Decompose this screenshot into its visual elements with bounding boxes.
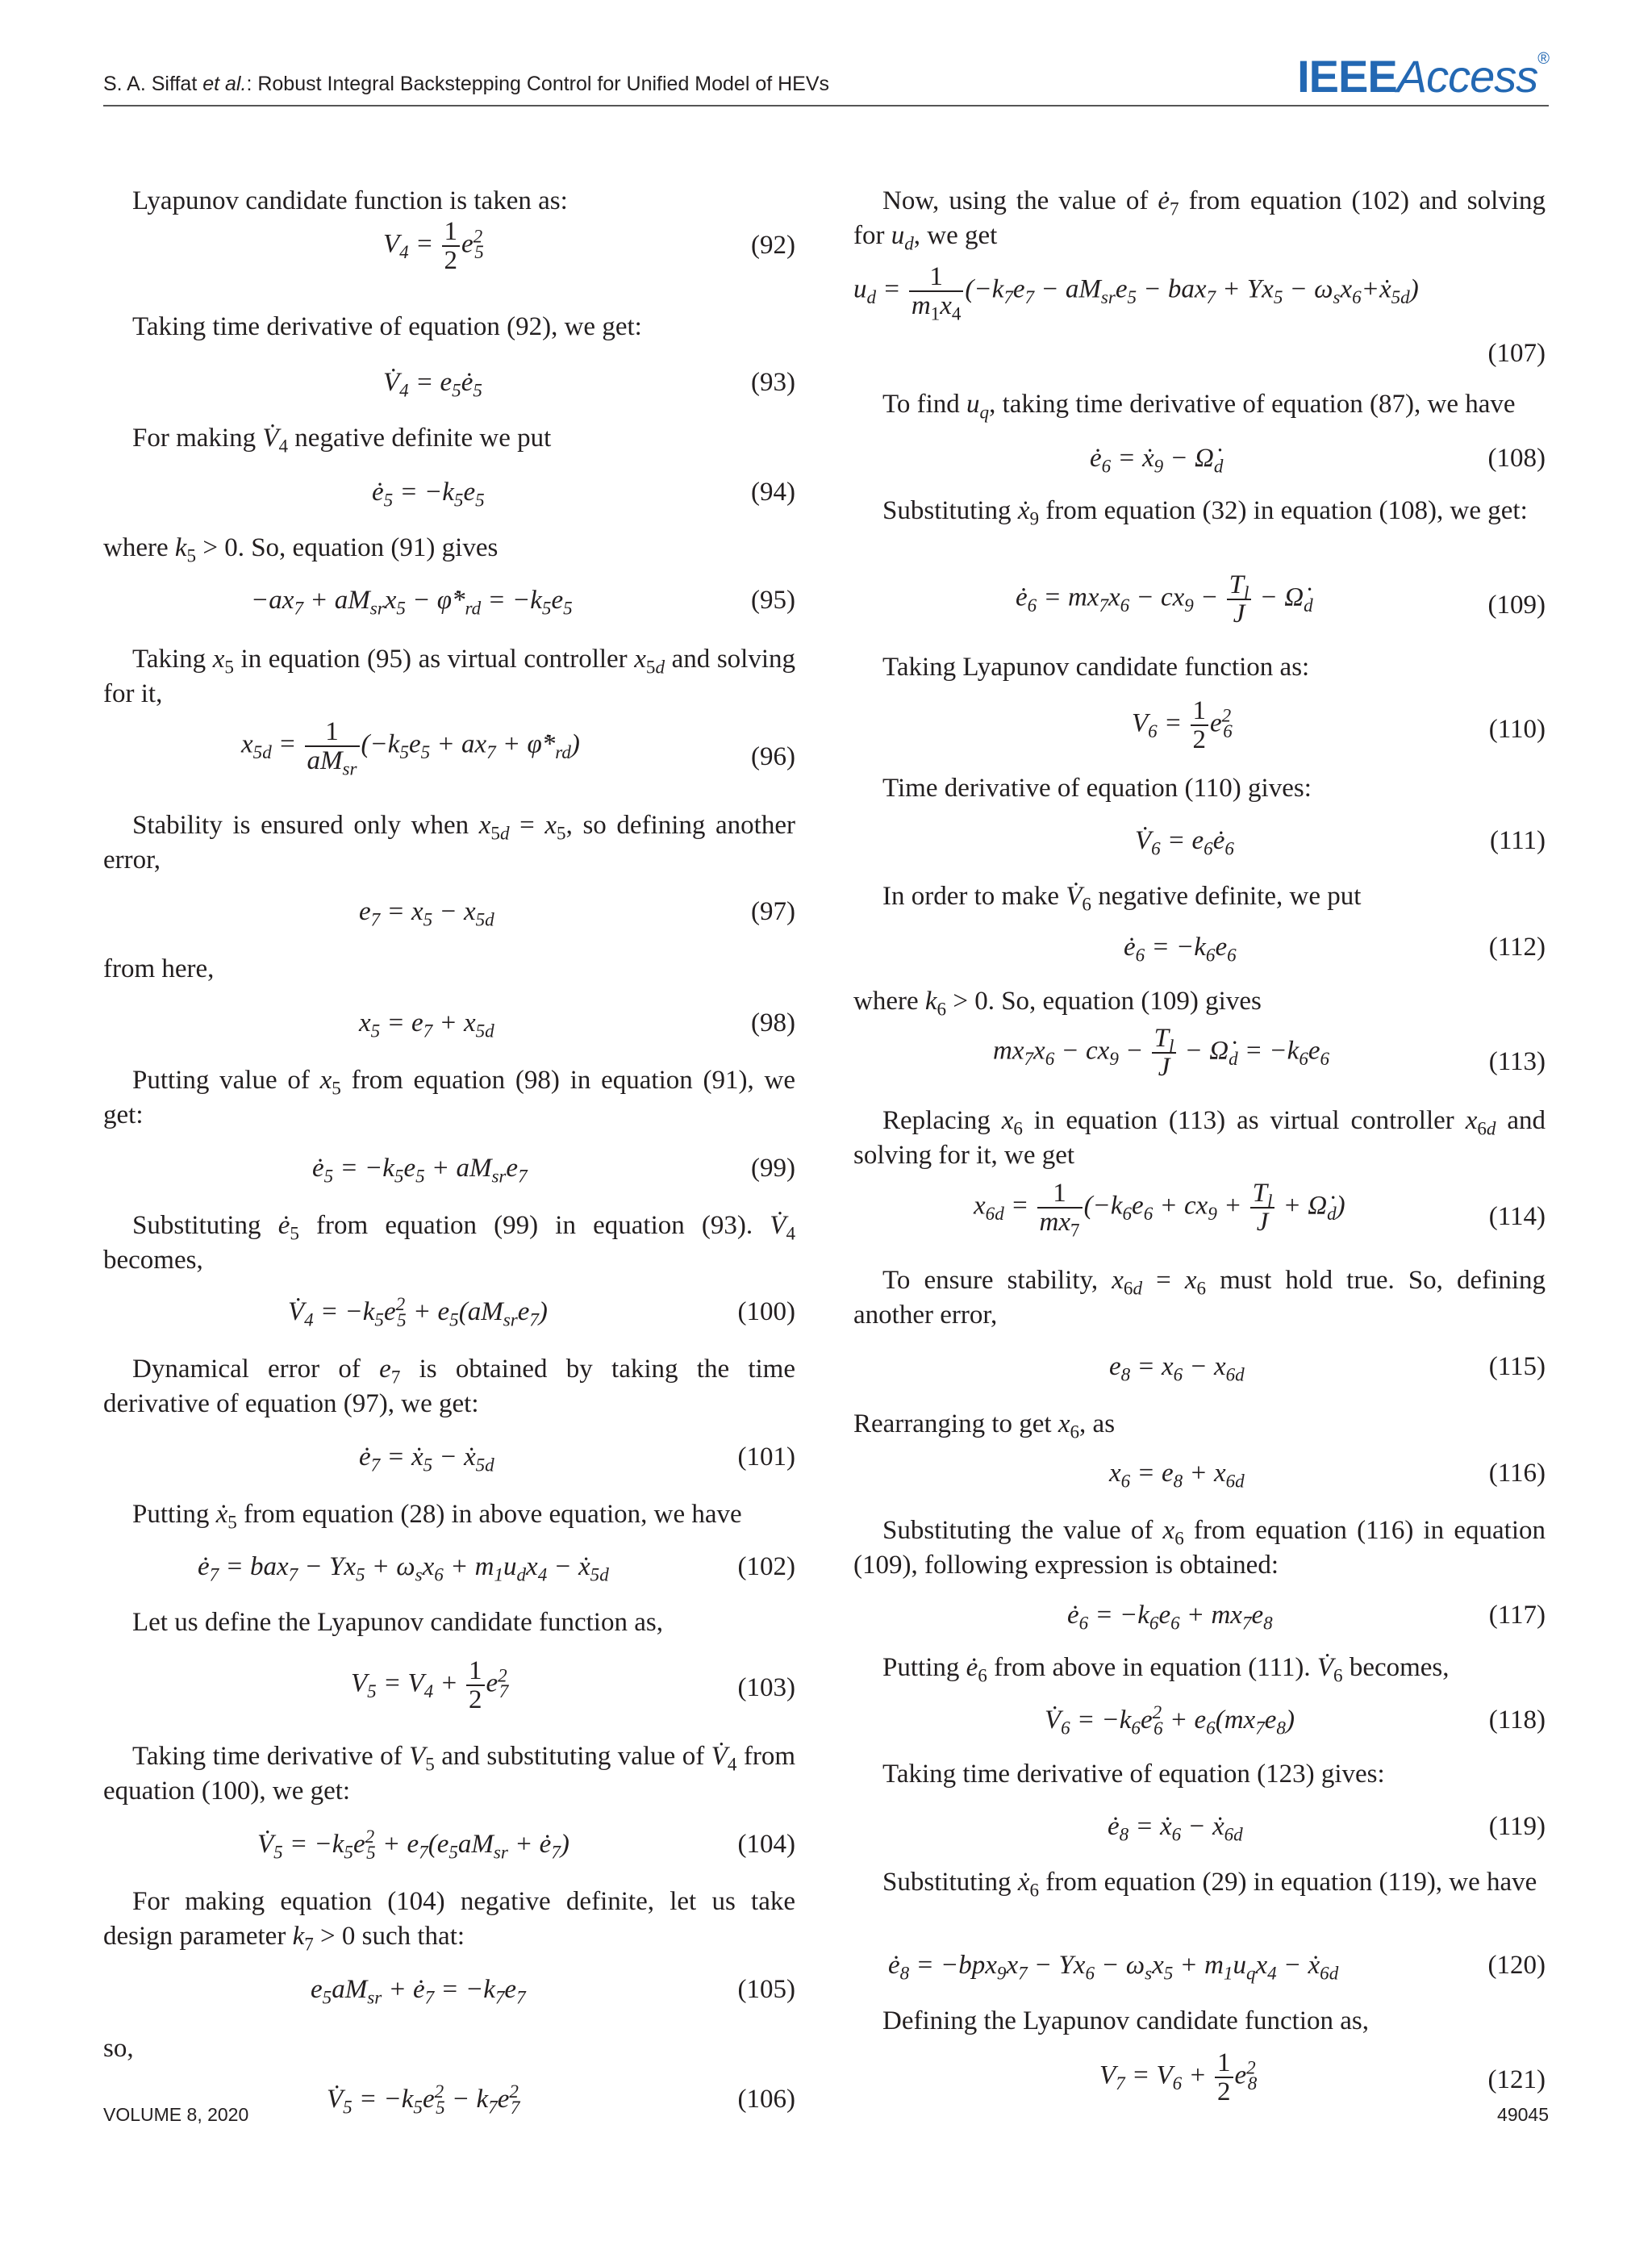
equation-109: $ė_6 = mx_7x_6 - cx_9$ − $\frac{T_l}{J}$ − $\Omegȧ_d$ (109) bbox=[1016, 570, 1546, 628]
equation-96: $x_{5d}$ = $\frac{1}{aM_{sr}}$ ($-k_5e_5 + ax_7$ + $\varphi̇*_{rd}$) (96) bbox=[241, 717, 795, 779]
footer-page-number: 49045 bbox=[1497, 2104, 1549, 2125]
equation-107: $u_d$ = $\frac{1}{m_1x_4}$ ($-k_7e_7 - aM_{sr}e_5 - bax_7 + \Upsilon x_5$ − $\omega_sx_6+ẋ_{5d}$) (107) bbox=[853, 262, 1546, 368]
logo-ieee: IEEE bbox=[1297, 51, 1397, 102]
paragraph: Dynamical error of $e_7$ is obtained by taking the time derivative of equation (97), we get: bbox=[103, 1355, 795, 1418]
paragraph: Rearranging to get $x_6$, as bbox=[853, 1409, 1116, 1442]
equation-110: $V_6$ = $\frac{1}{2}$ $e^2_6$ (110) bbox=[1132, 696, 1546, 754]
paragraph: Putting value of $x_5$ from equation (98) in equation (91), we get: bbox=[103, 1066, 796, 1129]
equation-92: $V_4$ = $\frac{1}{2}$ $e^2_5$ (92) bbox=[383, 217, 795, 275]
logo-access: Access bbox=[1396, 51, 1538, 102]
paragraph: Taking time derivative of $V_5$ and substituting value of $V̇_4$ from equation (100), we get: bbox=[103, 1742, 795, 1806]
ieee-access-logo: IEEEAccess® bbox=[1297, 50, 1549, 102]
paragraph: Taking $x_5$ in equation (95) as virtual controller $x_{5d}$ and solving for it, bbox=[103, 645, 796, 708]
equation-113: $mx_7x_6 - cx_9$ − $\frac{T_l}{J}$ − $\Omegȧ_d = -k_6e_6$ (113) bbox=[993, 1024, 1546, 1082]
equation-number: (92) bbox=[751, 231, 795, 260]
equation-114: $x_{6d}$ = $\frac{1}{mx_7}$ ($-k_6e_6 + cx_9$ + $\frac{T_l}{J}$ + $\Omegȧ_d$) (114) bbox=[974, 1179, 1546, 1241]
header-etal: et al. bbox=[202, 73, 247, 95]
paragraph: Taking time derivative of equation (123) gives: bbox=[882, 1760, 1385, 1789]
paragraph: In order to make $V̇_6$ negative definite, we put bbox=[882, 882, 1362, 915]
paragraph: Substituting the value of $x_6$ from equation (116) in equation (109), following expression is obtained: bbox=[853, 1516, 1546, 1580]
paragraph: Replacing $x_6$ in equation (113) as virtual controller $x_{6d}$ and solving for it, we get bbox=[853, 1106, 1546, 1170]
right-column: Now, using the value of $ė_7$ from equation (102) and solving for $u_d$, we get $u_d$ = $\frac{1}{m_1x_4}$ ($-k_7e_7 - aM_{sr}e_5 - bax_7 + \Upsilon x_5$ − $\omega_sx_6+ẋ_{5d}$) (107) To find $u_q$, taking time derivative of equation (87), we have $ė_6$ = ẋ$_9$ − $\Omegȧ_d$ (108) Substituting ẋ$_9$ from equation (32) in equation (108), we get: $ė_6 = mx_7x_6 - cx_9$ − $\frac{T_l}{J}$ − $\Omegȧ_d$ (109) Taking Lyapunov candidate function as: $V_6$ = $\frac{1}{2}$ $e^2_6$ (110) Time derivative of equation (110) gives: $V̇_6$ = $e_6ė_6$ (111) In order to make $V̇_6$ negative definite, we put $ė_6 = -k_6e_6$ (112) where $k_6 > 0$. So, equation (109) gives $mx_7x_6 - cx_9$ − $\frac{T_l}{J}$ − $\Omegȧ_d = -k_6e_6$ (113) Replacing $x_6$ in equation (113) as virtual controller $x_{6d}$ and solving for it, we get $x_{6d}$ = $\frac{1}{mx_7}$ ($-k_6e_6 + cx_9$ + $\frac{T_l}{J}$ + $\Omegȧ_d$) (114) To ensure stability, $x_{6d} = x_6$ must hold true. So, defining another error, $e_8 = x_6 - x_{6d}$ (115) Rearranging to get $x_6$, as $x_6 = e_8 + x_{6d}$ (116) Substituting the value of $x_6$ from equation (116) in equation (109), following expression is obtained: $ė_6 = -k_6e_6 + mx_7e_8$ (117) Putting $ė_6$ from above in equation (111). $V̇_6$ becomes, $V̇_6 = -k_6e^2_6 + e_6(mx_7e_8)$ (118) Taking time derivative of equation (123) gives: $ė_8$ = ẋ$_6$ − ẋ$_{6d}$ (119) Substituting ẋ$_6$ from equation (29) in equation (119), we have $ė_8 = -bpx_9x_7 - \Upsilon x_6 - \omega_sx_5 + m_1u_qx_4$ − ẋ$_{6d}$ (120) Defining the Lyapunov candidate function as, $V_7 = V_6$ + $\frac{1}{2}$ $e^2_8$ (121) bbox=[853, 0, 1546, 2246]
paragraph: Substituting ẋ$_9$ from equation (32) in equation (108), we get: bbox=[882, 496, 1528, 529]
paragraph: where $k_5 > 0$. So, equation (91) gives bbox=[103, 533, 499, 566]
paragraph: where $k_6 > 0$. So, equation (109) gives bbox=[853, 987, 1262, 1020]
paragraph: Time derivative of equation (110) gives: bbox=[882, 774, 1312, 803]
equation-103: $V_5 = V_4$ + $\frac{1}{2}$ $e^2_7$ (103) bbox=[351, 1656, 795, 1714]
header-title: Robust Integral Backstepping Control for Unified Model of HEVs bbox=[257, 73, 830, 95]
paragraph: Putting ẋ$_5$ from equation (28) in above equation, we have bbox=[132, 1500, 742, 1533]
paragraph: Lyapunov candidate function is taken as: bbox=[132, 186, 568, 215]
equation-121: $V_7 = V_6$ + $\frac{1}{2}$ $e^2_8$ (121) bbox=[1099, 2048, 1546, 2106]
left-column: Lyapunov candidate function is taken as: $V_4$ = $\frac{1}{2}$ $e^2_5$ (92) Taking time derivative of equation (92), we get: $V̇_4$ = $e_5ė_5$ (93) For making $V̇_4$ negative definite we put $ė_5 = -k_5e_5$ (94) where $k_5 > 0$. So, equation (91) gives $-ax_7 + aM_{sr}x_5$ − $\varphi̇*_{rd} = -k_5e_5$ (95) Taking $x_5$ in equation (95) as virtual controller $x_{5d}$ and solving for it, $x_{5d}$ = $\frac{1}{aM_{sr}}$ ($-k_5e_5 + ax_7$ + $\varphi̇*_{rd}$) (96) Stability is ensured only when $x_{5d} = x_5$, so defining another error, $e_7 = x_5 - x_{5d}$ (97) from here, $x_5 = e_7 + x_{5d}$ (98) Putting value of $x_5$ from equation (98) in equation (91), we get: $ė_5 = -k_5e_5 + aM_{sr}e_7$ (99) Substituting $ė_5$ from equation (99) in equation (93). $V̇_4$ becomes, $V̇_4 = -k_5e^2_5 + e_5(aM_{sr}e_7)$ (100) Dynamical error of $e_7$ is obtained by taking the time derivative of equation (97), we get: $ė_7$ = ẋ$_5$ − ẋ$_{5d}$ (101) Putting ẋ$_5$ from equation (28) in above equation, we have $ė_7 = bax_7 - \Upsilon x_5 + \omega_sx_6 + m_1u_dx_4$ − ẋ$_{5d}$ (102) Let us define the Lyapunov candidate function as, $V_5 = V_4$ + $\frac{1}{2}$ $e^2_7$ (103) Taking time derivative of $V_5$ and substituting value of $V̇_4$ from equation (100), we get: $V̇_5 = -k_5e^2_5 + e_7(e_5aM_{sr}$ + $ė_7$) (104) For making equation (104) negative definite, let us take design parameter $k_7 > 0$ such that: $e_5aM_{sr}$ + $ė_7 = -k_7e_7$ (105) so, $V̇_5 = -k_5e^2_5 - k_7e^2_7$ (106) bbox=[103, 0, 795, 2246]
paragraph: Stability is ensured only when $x_{5d} = x_5$, so defining another error, bbox=[103, 811, 795, 875]
paragraph: To ensure stability, $x_{6d} = x_6$ must hold true. So, defining another error, bbox=[853, 1266, 1546, 1330]
paragraph: Putting $ė_6$ from above in equation (111). $V̇_6$ becomes, bbox=[882, 1653, 1450, 1686]
paragraph: Taking time derivative of equation (92), we get: bbox=[132, 312, 642, 341]
header-title-sep: : bbox=[246, 73, 258, 95]
footer-volume: VOLUME 8, 2020 bbox=[103, 2104, 249, 2125]
paragraph: Substituting $ė_5$ from equation (99) in equation (93). $V̇_4$ becomes, bbox=[103, 1211, 795, 1275]
paragraph: Now, using the value of $ė_7$ from equation (102) and solving for $u_d$, we get bbox=[853, 186, 1546, 254]
paragraph: from here, bbox=[103, 954, 215, 983]
paragraph: To find $u_q$, taking time derivative of equation (87), we have bbox=[882, 390, 1516, 423]
paragraph: Let us define the Lyapunov candidate function as, bbox=[132, 1608, 663, 1637]
paragraph: Substituting ẋ$_6$ from equation (29) in equation (119), we have bbox=[882, 1868, 1537, 1901]
paragraph: so, bbox=[103, 2034, 134, 2063]
paragraph: For making equation (104) negative definite, let us take design parameter $k_7 > 0$ such that: bbox=[103, 1887, 795, 1955]
paragraph: For making $V̇_4$ negative definite we put bbox=[132, 424, 552, 457]
paragraph: Defining the Lyapunov candidate function as, bbox=[882, 2006, 1369, 2035]
header-authors: S. A. Siffat bbox=[103, 73, 198, 95]
paragraph: Taking Lyapunov candidate function as: bbox=[882, 653, 1310, 682]
